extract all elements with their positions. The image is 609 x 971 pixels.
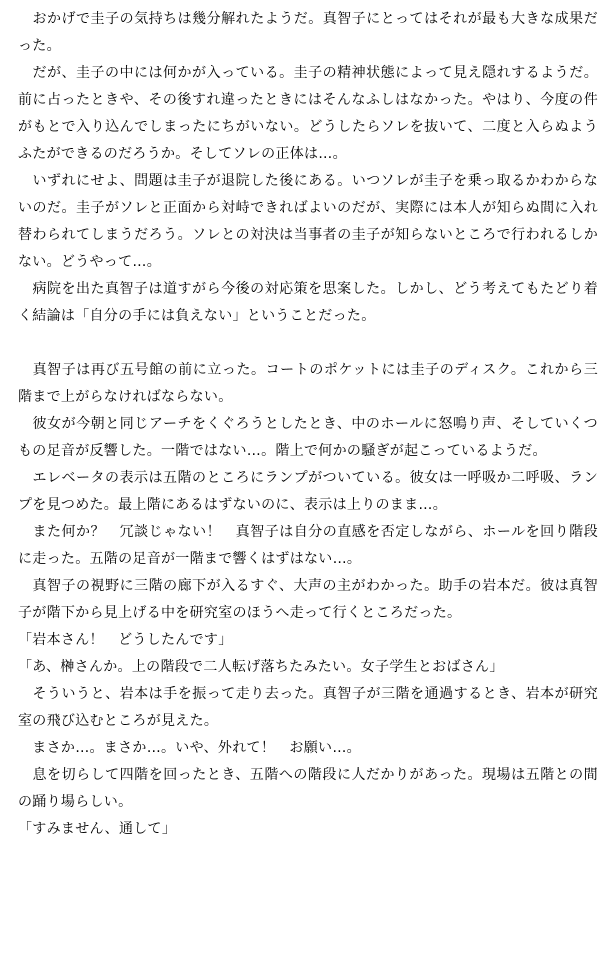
paragraph: 真智子の視野に三階の廊下が入るすぐ、大声の主がわかった。助手の岩本だ。彼は真智子が階下から見上げる中を研究室のほうへ走って行くところだった。 xyxy=(18,578,598,621)
dialogue-line: 「あ、榊さんか。上の階段で二人転げ落ちたみたい。女子学生とおばさん」 xyxy=(18,659,504,675)
paragraph: 息を切らして四階を回ったとき、五階への階段に人だかりがあった。現場は五階との間の踊り場らしい。 xyxy=(18,767,598,810)
dialogue-line: 「岩本さん！ どうしたんです」 xyxy=(18,632,233,648)
paragraph: 真智子は再び五号館の前に立った。コートのポケットには圭子のディスク。これから三階まで上がらなければならない。 xyxy=(18,362,598,405)
paragraph: そういうと、岩本は手を振って走り去った。真智子が三階を通過するとき、岩本が研究室の飛び込むところが見えた。 xyxy=(18,686,598,729)
paragraph: まさか…。まさか…。いや、外れて！ お願い…。 xyxy=(18,740,361,756)
paragraph: エレベータの表示は五階のところにランプがついている。彼女は一呼吸か二呼吸、ランプを見つめた。最上階にあるはずないのに、表示は上りのまま…。 xyxy=(18,470,598,513)
paragraph: 彼女が今朝と同じアーチをくぐろうとしたとき、中のホールに怒鳴り声、そしていくつもの足音が反響した。一階ではない…。階上で何かの騒ぎが起こっているようだ。 xyxy=(18,416,598,459)
paragraph: 病院を出た真智子は道すがら今後の対応策を思案した。しかし、どう考えてもたどり着く結論は「自分の手には負えない」ということだった。 xyxy=(18,281,598,324)
dialogue-line: 「すみません、通して」 xyxy=(18,821,177,837)
paragraph: だが、圭子の中には何かが入っている。圭子の精神状態によって見え隠れするようだ。前に占ったときや、その後すれ違ったときにはそんなふしはなかった。やはり、今度の件がもとで入り込んでしまったにちがいない。どうしたらソレを抜いて、二度と入らぬようふたができるのだろうか。そしてソレの正体は…。 xyxy=(18,65,598,162)
blank-line xyxy=(18,330,598,357)
paragraph: いずれにせよ、問題は圭子が退院した後にある。いつソレが圭子を乗っ取るかわからないのだ。圭子がソレと正面から対峙できればよいのだが、実際には本人が知らぬ間に入れ替わられてしまうだろう。ソレとの対決は当事者の圭子が知らないところで行われるしかない。どうやって…。 xyxy=(18,173,598,270)
document-body xyxy=(18,6,598,843)
paragraph: おかげで圭子の気持ちは幾分解れたようだ。真智子にとってはそれが最も大きな成果だった。 xyxy=(18,11,598,54)
paragraph: また何か？ 冗談じゃない！ 真智子は自分の直感を否定しながら、ホールを回り階段に走った。五階の足音が一階まで響くはずはない…。 xyxy=(18,524,598,567)
